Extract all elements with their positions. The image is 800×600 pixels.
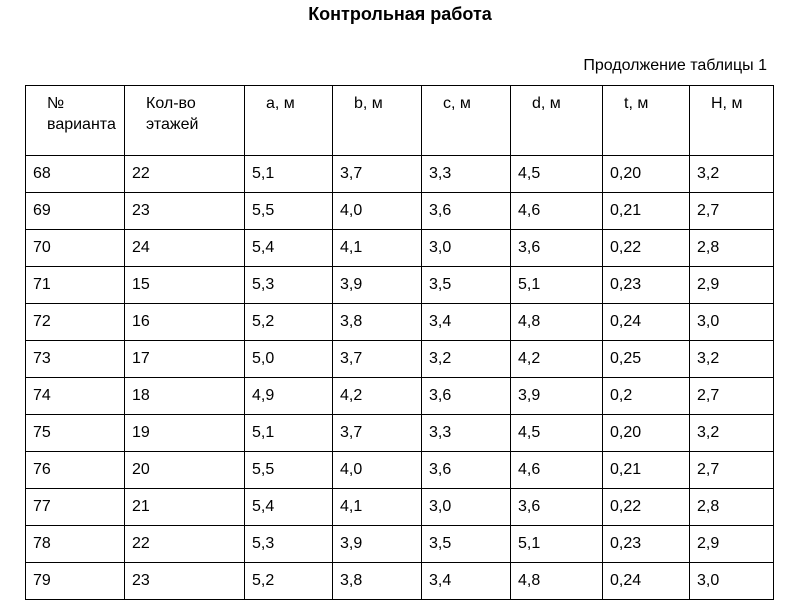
cell-variant: 76 xyxy=(26,452,125,489)
cell-a: 5,1 xyxy=(245,156,333,193)
cell-h: 3,0 xyxy=(690,304,774,341)
cell-d: 3,6 xyxy=(511,489,603,526)
cell-b: 3,7 xyxy=(333,415,422,452)
cell-b: 3,8 xyxy=(333,304,422,341)
header-row xyxy=(26,86,774,156)
header-label: Н, м xyxy=(711,95,743,112)
cell-variant: 73 xyxy=(26,341,125,378)
cell-a: 5,5 xyxy=(245,452,333,489)
cell-variant: 79 xyxy=(26,563,125,600)
table-row xyxy=(26,156,774,193)
cell-d: 4,6 xyxy=(511,452,603,489)
header-t xyxy=(603,86,690,156)
cell-h: 2,7 xyxy=(690,193,774,230)
cell-a: 5,3 xyxy=(245,526,333,563)
table-row xyxy=(26,341,774,378)
cell-c: 3,0 xyxy=(422,489,511,526)
cell-h: 3,2 xyxy=(690,415,774,452)
table-body xyxy=(26,156,774,600)
cell-variant: 71 xyxy=(26,267,125,304)
header-label: Кол-во этажей xyxy=(146,95,199,133)
variants-table xyxy=(25,85,774,600)
cell-c: 3,3 xyxy=(422,156,511,193)
cell-b: 4,2 xyxy=(333,378,422,415)
cell-d: 4,8 xyxy=(511,304,603,341)
table-row xyxy=(26,230,774,267)
header-b xyxy=(333,86,422,156)
cell-h: 2,9 xyxy=(690,267,774,304)
cell-t: 0,24 xyxy=(603,304,690,341)
cell-c: 3,6 xyxy=(422,452,511,489)
cell-c: 3,0 xyxy=(422,230,511,267)
cell-floors: 16 xyxy=(125,304,245,341)
cell-floors: 18 xyxy=(125,378,245,415)
cell-a: 5,1 xyxy=(245,415,333,452)
cell-b: 3,9 xyxy=(333,267,422,304)
cell-floors: 19 xyxy=(125,415,245,452)
cell-t: 0,20 xyxy=(603,415,690,452)
table-row xyxy=(26,452,774,489)
cell-b: 4,0 xyxy=(333,452,422,489)
cell-h: 3,0 xyxy=(690,563,774,600)
cell-t: 0,23 xyxy=(603,526,690,563)
cell-a: 5,0 xyxy=(245,341,333,378)
cell-b: 4,0 xyxy=(333,193,422,230)
cell-c: 3,6 xyxy=(422,378,511,415)
header-floors-count xyxy=(125,86,245,156)
cell-variant: 68 xyxy=(26,156,125,193)
header-d xyxy=(511,86,603,156)
cell-variant: 70 xyxy=(26,230,125,267)
cell-h: 3,2 xyxy=(690,156,774,193)
cell-floors: 23 xyxy=(125,563,245,600)
header-variant-number xyxy=(26,86,125,156)
cell-variant: 72 xyxy=(26,304,125,341)
cell-h: 3,2 xyxy=(690,341,774,378)
header-c xyxy=(422,86,511,156)
cell-c: 3,4 xyxy=(422,563,511,600)
cell-c: 3,6 xyxy=(422,193,511,230)
header-label: а, м xyxy=(266,95,295,112)
table-row xyxy=(26,563,774,600)
cell-a: 5,5 xyxy=(245,193,333,230)
table-continuation-caption: Продолжение таблицы 1 xyxy=(583,57,767,74)
table-row xyxy=(26,267,774,304)
cell-floors: 24 xyxy=(125,230,245,267)
cell-d: 3,6 xyxy=(511,230,603,267)
cell-a: 5,4 xyxy=(245,230,333,267)
cell-variant: 78 xyxy=(26,526,125,563)
cell-c: 3,2 xyxy=(422,341,511,378)
cell-d: 4,5 xyxy=(511,415,603,452)
cell-t: 0,20 xyxy=(603,156,690,193)
cell-a: 5,2 xyxy=(245,304,333,341)
cell-b: 4,1 xyxy=(333,489,422,526)
cell-c: 3,5 xyxy=(422,526,511,563)
cell-t: 0,21 xyxy=(603,193,690,230)
header-a xyxy=(245,86,333,156)
cell-h: 2,9 xyxy=(690,526,774,563)
cell-floors: 23 xyxy=(125,193,245,230)
cell-variant: 69 xyxy=(26,193,125,230)
cell-t: 0,22 xyxy=(603,489,690,526)
cell-h: 2,8 xyxy=(690,489,774,526)
cell-c: 3,5 xyxy=(422,267,511,304)
cell-t: 0,23 xyxy=(603,267,690,304)
cell-floors: 17 xyxy=(125,341,245,378)
cell-floors: 15 xyxy=(125,267,245,304)
cell-h: 2,7 xyxy=(690,378,774,415)
table-row xyxy=(26,378,774,415)
cell-t: 0,22 xyxy=(603,230,690,267)
cell-c: 3,4 xyxy=(422,304,511,341)
table-row xyxy=(26,415,774,452)
cell-d: 4,6 xyxy=(511,193,603,230)
cell-d: 5,1 xyxy=(511,267,603,304)
cell-b: 3,7 xyxy=(333,341,422,378)
cell-floors: 22 xyxy=(125,156,245,193)
cell-b: 3,8 xyxy=(333,563,422,600)
table-header xyxy=(26,86,774,156)
header-label: d, м xyxy=(532,95,561,112)
table-row xyxy=(26,489,774,526)
table-row xyxy=(26,526,774,563)
cell-t: 0,25 xyxy=(603,341,690,378)
cell-b: 3,7 xyxy=(333,156,422,193)
cell-floors: 22 xyxy=(125,526,245,563)
cell-variant: 75 xyxy=(26,415,125,452)
cell-variant: 74 xyxy=(26,378,125,415)
cell-b: 3,9 xyxy=(333,526,422,563)
cell-t: 0,2 xyxy=(603,378,690,415)
cell-variant: 77 xyxy=(26,489,125,526)
cell-b: 4,1 xyxy=(333,230,422,267)
cell-d: 5,1 xyxy=(511,526,603,563)
cell-a: 5,3 xyxy=(245,267,333,304)
cell-h: 2,7 xyxy=(690,452,774,489)
cell-floors: 21 xyxy=(125,489,245,526)
header-h xyxy=(690,86,774,156)
cell-d: 4,5 xyxy=(511,156,603,193)
cell-h: 2,8 xyxy=(690,230,774,267)
cell-floors: 20 xyxy=(125,452,245,489)
cell-d: 3,9 xyxy=(511,378,603,415)
cell-a: 4,9 xyxy=(245,378,333,415)
header-label: t, м xyxy=(624,95,649,112)
header-label: № варианта xyxy=(47,95,116,133)
cell-d: 4,8 xyxy=(511,563,603,600)
header-label: b, м xyxy=(354,95,383,112)
cell-c: 3,3 xyxy=(422,415,511,452)
cell-t: 0,21 xyxy=(603,452,690,489)
table-row xyxy=(26,193,774,230)
page-title: Контрольная работа xyxy=(308,4,492,24)
cell-d: 4,2 xyxy=(511,341,603,378)
header-label: с, м xyxy=(443,95,471,112)
cell-a: 5,2 xyxy=(245,563,333,600)
table-row xyxy=(26,304,774,341)
cell-t: 0,24 xyxy=(603,563,690,600)
cell-a: 5,4 xyxy=(245,489,333,526)
